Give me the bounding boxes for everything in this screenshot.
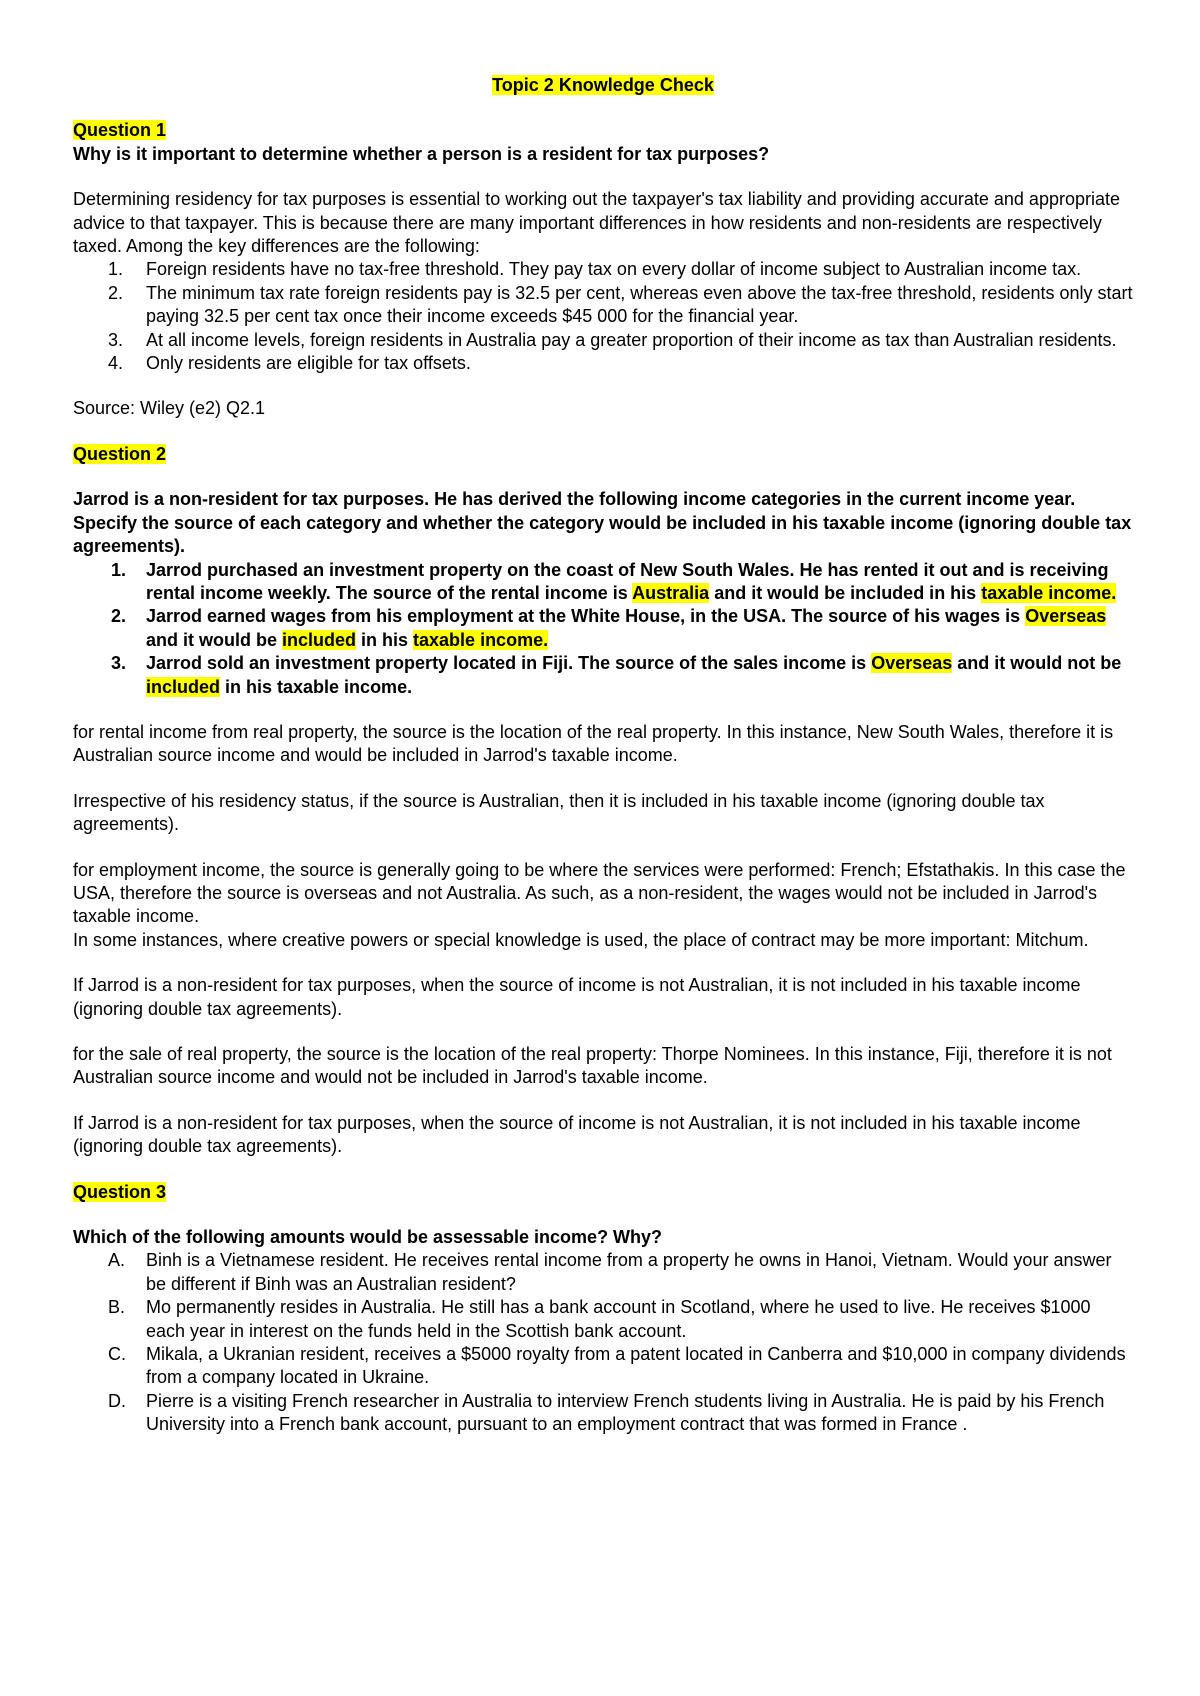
list-item: 1. Foreign residents have no tax-free threshold. They pay tax on every dollar of income subject to Australian income tax. bbox=[108, 259, 1082, 280]
question-2-heading: Question 2 bbox=[73, 443, 167, 464]
list-item: D. Pierre is a visiting French researcher in Australia to interview French students living in Australia. He is paid by his French University into a French bank account, pursuant to an employment contract that was formed in France . bbox=[108, 1390, 1105, 1435]
question-2-paragraph: If Jarrod is a non-resident for tax purposes, when the source of income is not Australian, it is not included in his taxable income (ignoring double tax agreements). bbox=[73, 975, 1081, 1019]
question-2-paragraph: In some instances, where creative powers or special knowledge is used, the place of contract may be more important: Mitchum. bbox=[73, 929, 1089, 950]
list-item: 1. Jarrod purchased an investment property on the coast of New South Wales. He has rented it out and is receiving rental income weekly. The source of the rental income is Australia and it would be included in his taxable income. bbox=[111, 559, 1117, 603]
question-2-section bbox=[73, 443, 1133, 1159]
list-item: 2. Jarrod earned wages from his employment at the White House, in the USA. The source of his wages is Overseas and it would be included in his taxable income. bbox=[111, 606, 1107, 650]
list-item: B. Mo permanently resides in Australia. He still has a bank account in Scotland, where he used to live. He receives $1000 each year in interest on the funds held in the Scottish bank account. bbox=[108, 1297, 1091, 1341]
list-item: C. Mikala, a Ukranian resident, receives a $5000 royalty from a patent located in Canberra and $10,000 in company dividends from a company located in Ukraine. bbox=[108, 1344, 1126, 1388]
question-3-list bbox=[73, 1249, 1133, 1436]
question-1-intro: Determining residency for tax purposes is essential to working out the taxpayer's tax liability and providing accurate and appropriate advice to that taxpayer. This is because there are many important differences in how residents and non-residents are respectively taxed. Among the key differences are the following: bbox=[73, 189, 1120, 257]
question-1-heading: Question 1 bbox=[73, 120, 167, 141]
question-2-paragraph: for rental income from real property, the source is the location of the real property. In this instance, New South Wales, therefore it is Australian source income and would be included in Jarrod's taxable income. bbox=[73, 721, 1114, 766]
list-item: A. Binh is a Vietnamese resident. He receives rental income from a property he owns in Hanoi, Vietnam. Would your answer be different if Binh was an Australian resident? bbox=[108, 1250, 1112, 1294]
list-item: 4. Only residents are eligible for tax offsets. bbox=[108, 353, 471, 374]
list-item: 2. The minimum tax rate foreign residents pay is 32.5 per cent, whereas even above the tax-free threshold, residents only start paying 32.5 per cent tax once their income exceeds $45 000 for the financial year. bbox=[108, 282, 1133, 327]
question-3-section bbox=[73, 1181, 1133, 1437]
document-body bbox=[73, 74, 1133, 1437]
list-item: 3. At all income levels, foreign residents in Australia pay a greater proportion of their income as tax than Australian residents. bbox=[108, 329, 1117, 350]
question-2-paragraph: for employment income, the source is generally going to be where the services were performed: French; Efstathakis. In this case the USA, therefore the source is overseas and not Australia. As such, as a non-resident, the wages would not be included in Jarrod's taxable income. bbox=[73, 859, 1126, 927]
question-2-paragraph: Irrespective of his residency status, if the source is Australian, then it is included in his taxable income (ignoring double tax agreements). bbox=[73, 790, 1045, 835]
document-title: Topic 2 Knowledge Check bbox=[492, 75, 714, 95]
question-2-paragraph: for the sale of real property, the source is the location of the real property: Thorpe Nominees. In this instance, Fiji, therefore it is not Australian source income and would not be included in Jarrod's taxable income. bbox=[73, 1044, 1112, 1088]
question-2-paragraph: If Jarrod is a non-resident for tax purposes, when the source of income is not Australian, it is not included in his taxable income (ignoring double tax agreements). bbox=[73, 1112, 1081, 1157]
question-1-list bbox=[73, 258, 1133, 375]
list-item: 3. Jarrod sold an investment property located in Fiji. The source of the sales income is Overseas and it would not be included in his taxable income. bbox=[111, 653, 1122, 697]
question-3-prompt: Which of the following amounts would be assessable income? Why? bbox=[73, 1227, 663, 1248]
question-1-prompt: Why is it important to determine whether a person is a resident for tax purposes? bbox=[73, 143, 770, 164]
question-2-list bbox=[73, 559, 1133, 699]
question-3-heading: Question 3 bbox=[73, 1181, 167, 1202]
question-2-prompt: Jarrod is a non-resident for tax purposes. He has derived the following income categories in the current income year. Specify the source of each category and whether the category would be included in his taxable income (ignoring double tax agreements). bbox=[73, 489, 1132, 557]
question-1-source: Source: Wiley (e2) Q2.1 bbox=[73, 398, 266, 419]
question-1-section bbox=[73, 119, 1133, 420]
